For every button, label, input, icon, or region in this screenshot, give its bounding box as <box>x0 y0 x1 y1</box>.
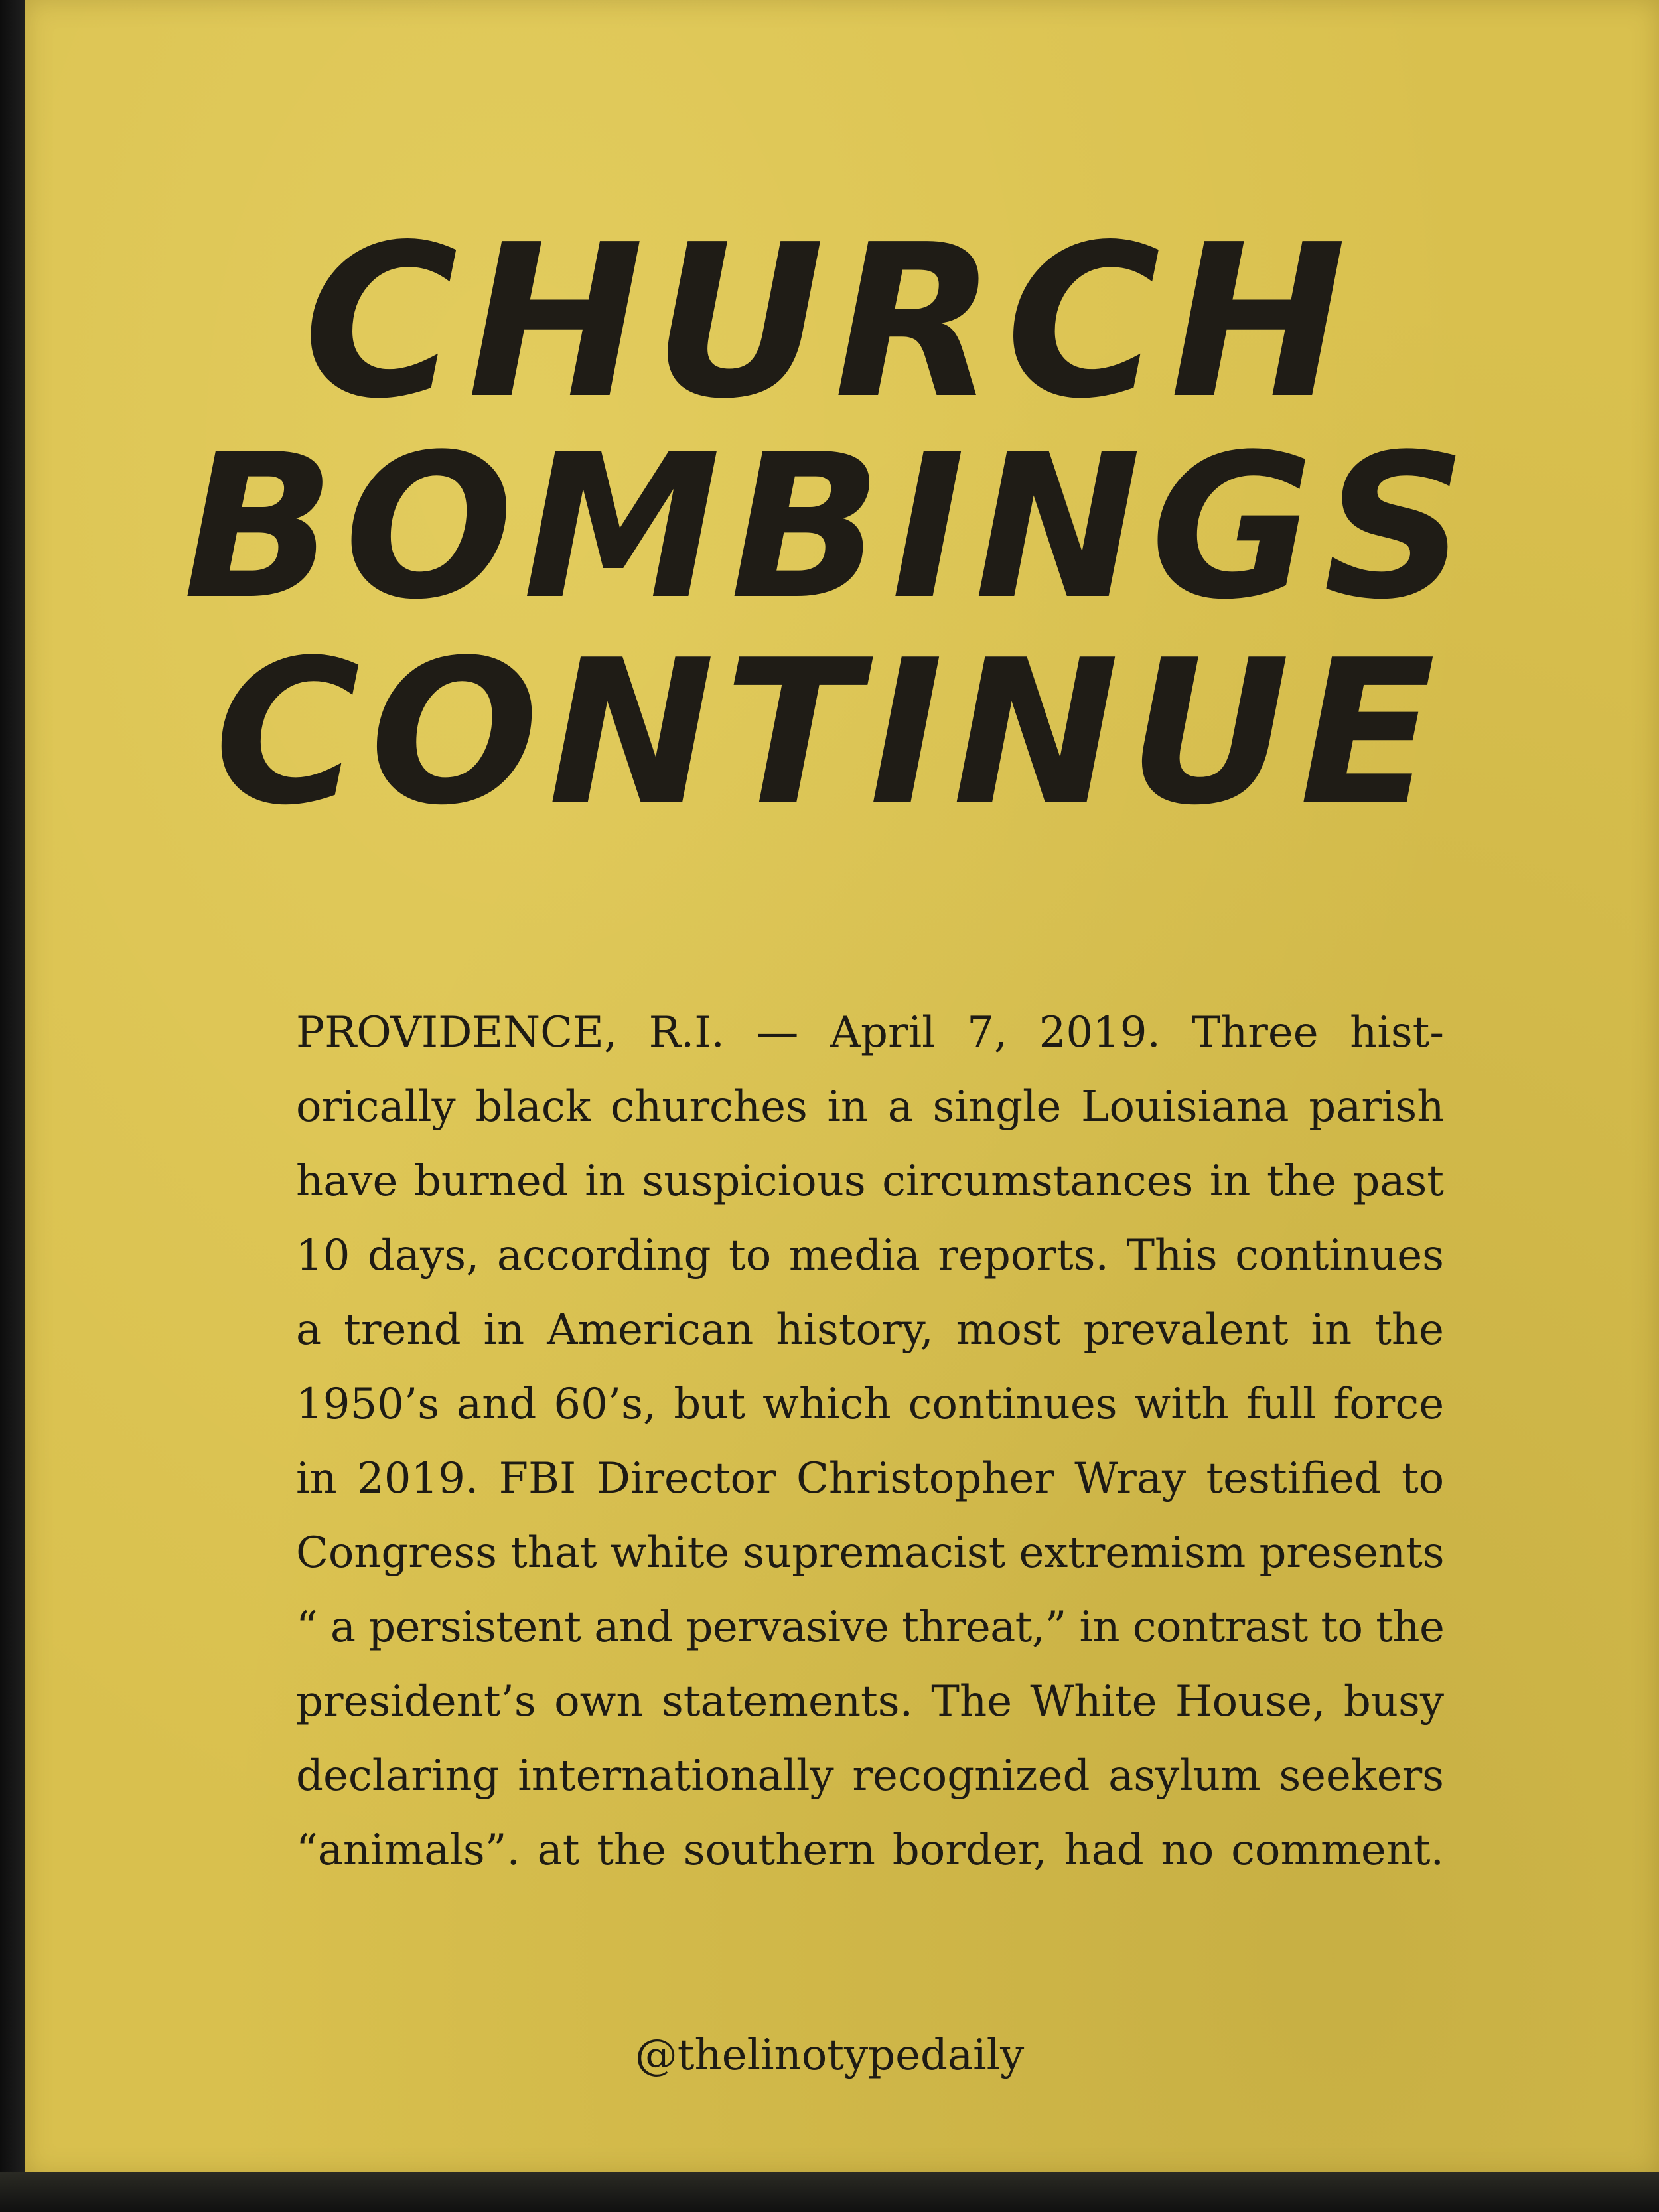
headline-line-3: CONTINUE <box>214 617 1445 849</box>
body-line: in 2019. FBI Director Christopher Wray testified to <box>296 1454 1444 1503</box>
body-line: declaring internationally recognized asylum seekers <box>296 1751 1444 1801</box>
background-bottom <box>0 2172 1659 2212</box>
body-line: president’s own statements. The White House, busy <box>296 1677 1444 1726</box>
body-line: have burned in suspicious circumstances in the past <box>296 1157 1444 1206</box>
body-line: “animals”. at the southern border, had no comment. <box>296 1826 1444 1875</box>
body-line: a trend in American history, most prevalent in the <box>296 1305 1444 1355</box>
headline-line-2: BOMBINGS <box>183 411 1476 643</box>
headline-line-1: CHURCH <box>303 199 1356 445</box>
body-line: 10 days, according to media reports. This continues <box>296 1231 1444 1280</box>
body-line: orically black churches in a single Louisiana parish <box>296 1082 1444 1132</box>
body-line: Congress that white supremacist extremism presents <box>296 1528 1444 1578</box>
body-line: “ a persistent and pervasive threat,” in contrast to the <box>296 1603 1444 1652</box>
article-body <box>296 995 1444 1887</box>
social-handle: @thelinotypedaily <box>634 2031 1025 2080</box>
body-line: 1950’s and 60’s, but which continues with full force <box>296 1380 1444 1429</box>
headline <box>0 199 1659 849</box>
body-line: PROVIDENCE, R.I. — April 7, 2019. Three hist- <box>296 1008 1444 1057</box>
